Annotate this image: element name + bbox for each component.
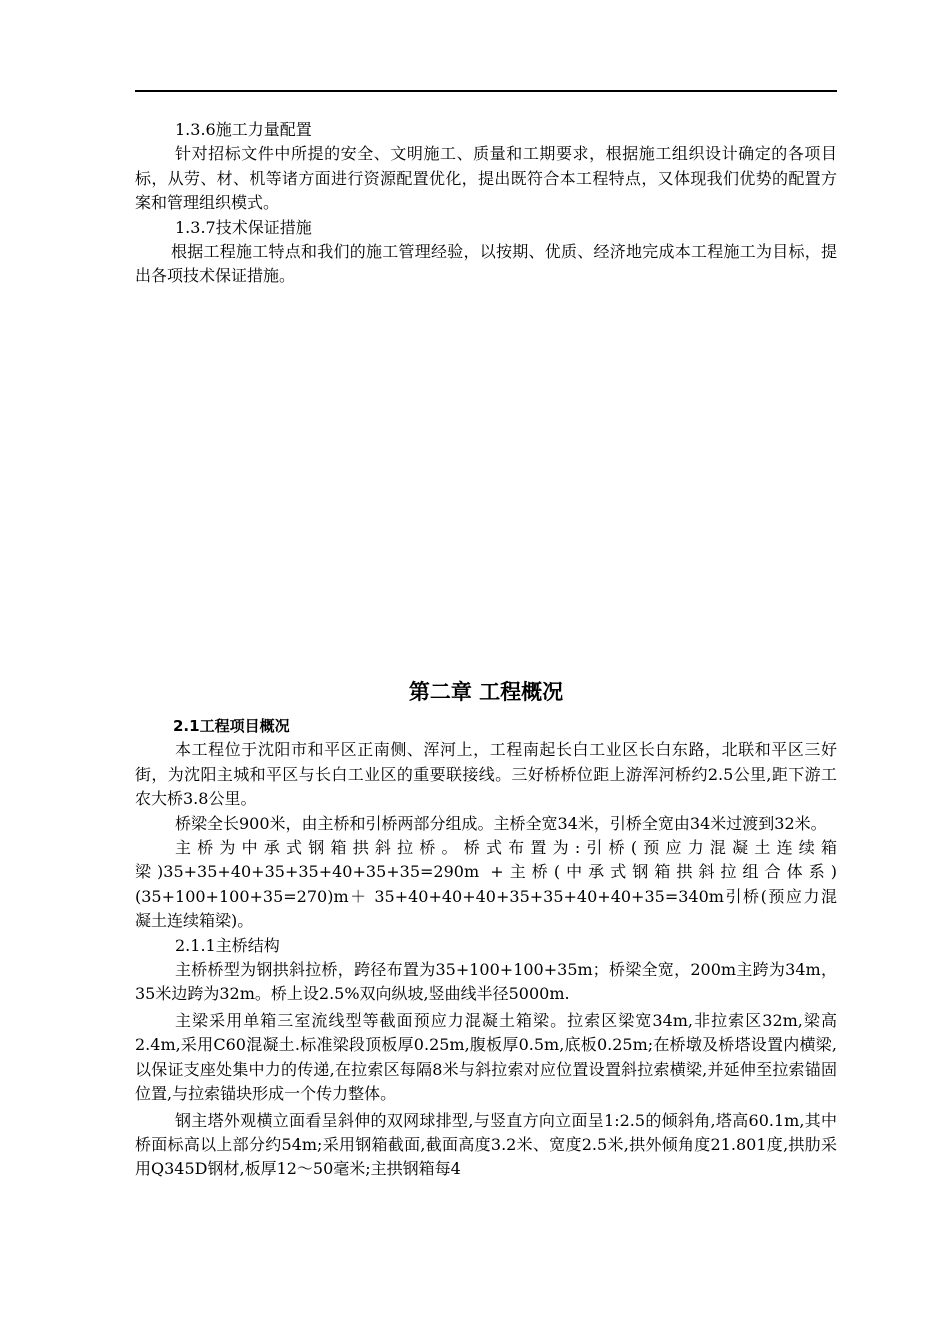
header-rule xyxy=(135,90,837,92)
section-1-3-content xyxy=(135,118,837,289)
paragraph-length: 桥梁全长900米，由主桥和引桥两部分组成。主桥全宽34米，引桥全宽由34米过渡到32米。 xyxy=(175,813,827,833)
paragraph-1-3-7: 根据工程施工特点和我们的施工管理经验，以按期、优质、经济地完成本工程施工为目标，提出各项技术保证措施。 xyxy=(135,242,837,286)
paragraph-main-girder: 主梁采用单箱三室流线型等截面预应力混凝土箱梁。拉索区梁宽34m,非拉索区32m,梁高2.4m,采用C60混凝土.标准梁段顶板厚0.25m,腹板厚0.5m,底板0.25m;在桥墩及桥塔设置内横梁,以保证支座处集中力的传递,在拉索区每隔8米与斜拉索对应位置设置斜拉索横梁,并延伸至拉索锚固位置,与拉索锚块形成一个传力整体。 xyxy=(135,1010,837,1104)
paragraph-span: 主桥桥型为钢拱斜拉桥，跨径布置为35+100+100+35m；桥梁全宽，200m主跨为34m，35米边跨为32m。桥上设2.5%双向纵坡,竖曲线半径5000m. xyxy=(135,960,837,1004)
chapter-2-content xyxy=(135,672,837,1182)
heading-1-3-7: 1.3.7技术保证措施 xyxy=(175,217,312,237)
heading-1-3-6: 1.3.6施工力量配置 xyxy=(175,120,312,139)
chapter-title: 第二章 工程概况 xyxy=(408,680,564,704)
paragraph-location: 本工程位于沈阳市和平区正南侧、浑河上，工程南起长白工业区长白东路，北联和平区三好街，为沈阳主城和平区与长白工业区的重要联接线。三好桥桥位距上游浑河桥约2.5公里,距下游工农大桥3.8公里。 xyxy=(135,740,837,809)
section-2-1-1-heading: 2.1.1主桥结构 xyxy=(175,935,280,955)
paragraph-bridge-type: 主桥为中承式钢箱拱斜拉桥。桥式布置为:引桥(预应力混凝土连续箱梁)35+35+40+35+35+40+35+35=290m +主桥(中承式钢箱拱斜拉组合体系)(35+100+100+35=270)m＋ 35+40+40+40+35+35+40+40+35=340m引桥(预应力混凝土连续箱梁)。 xyxy=(135,838,837,931)
paragraph-tower: 钢主塔外观横立面看呈斜伸的双网球排型,与竖直方向立面呈1:2.5的倾斜角,塔高60.1m,其中桥面标高以上部分约54m;采用钢箱截面,截面高度3.2米、宽度2.5米,拱外倾角度21.801度,拱肋采用Q345D钢材,板厚12～50毫米;主拱钢箱每4 xyxy=(135,1110,837,1179)
section-2-1-heading: 2.1工程项目概况 xyxy=(173,717,290,735)
paragraph-1-3-6: 针对招标文件中所提的安全、文明施工、质量和工期要求，根据施工组织设计确定的各项目标，从劳、材、机等诸方面进行资源配置优化，提出既符合本工程特点，又体现我们优势的配置方案和管理组织模式。 xyxy=(135,144,837,213)
